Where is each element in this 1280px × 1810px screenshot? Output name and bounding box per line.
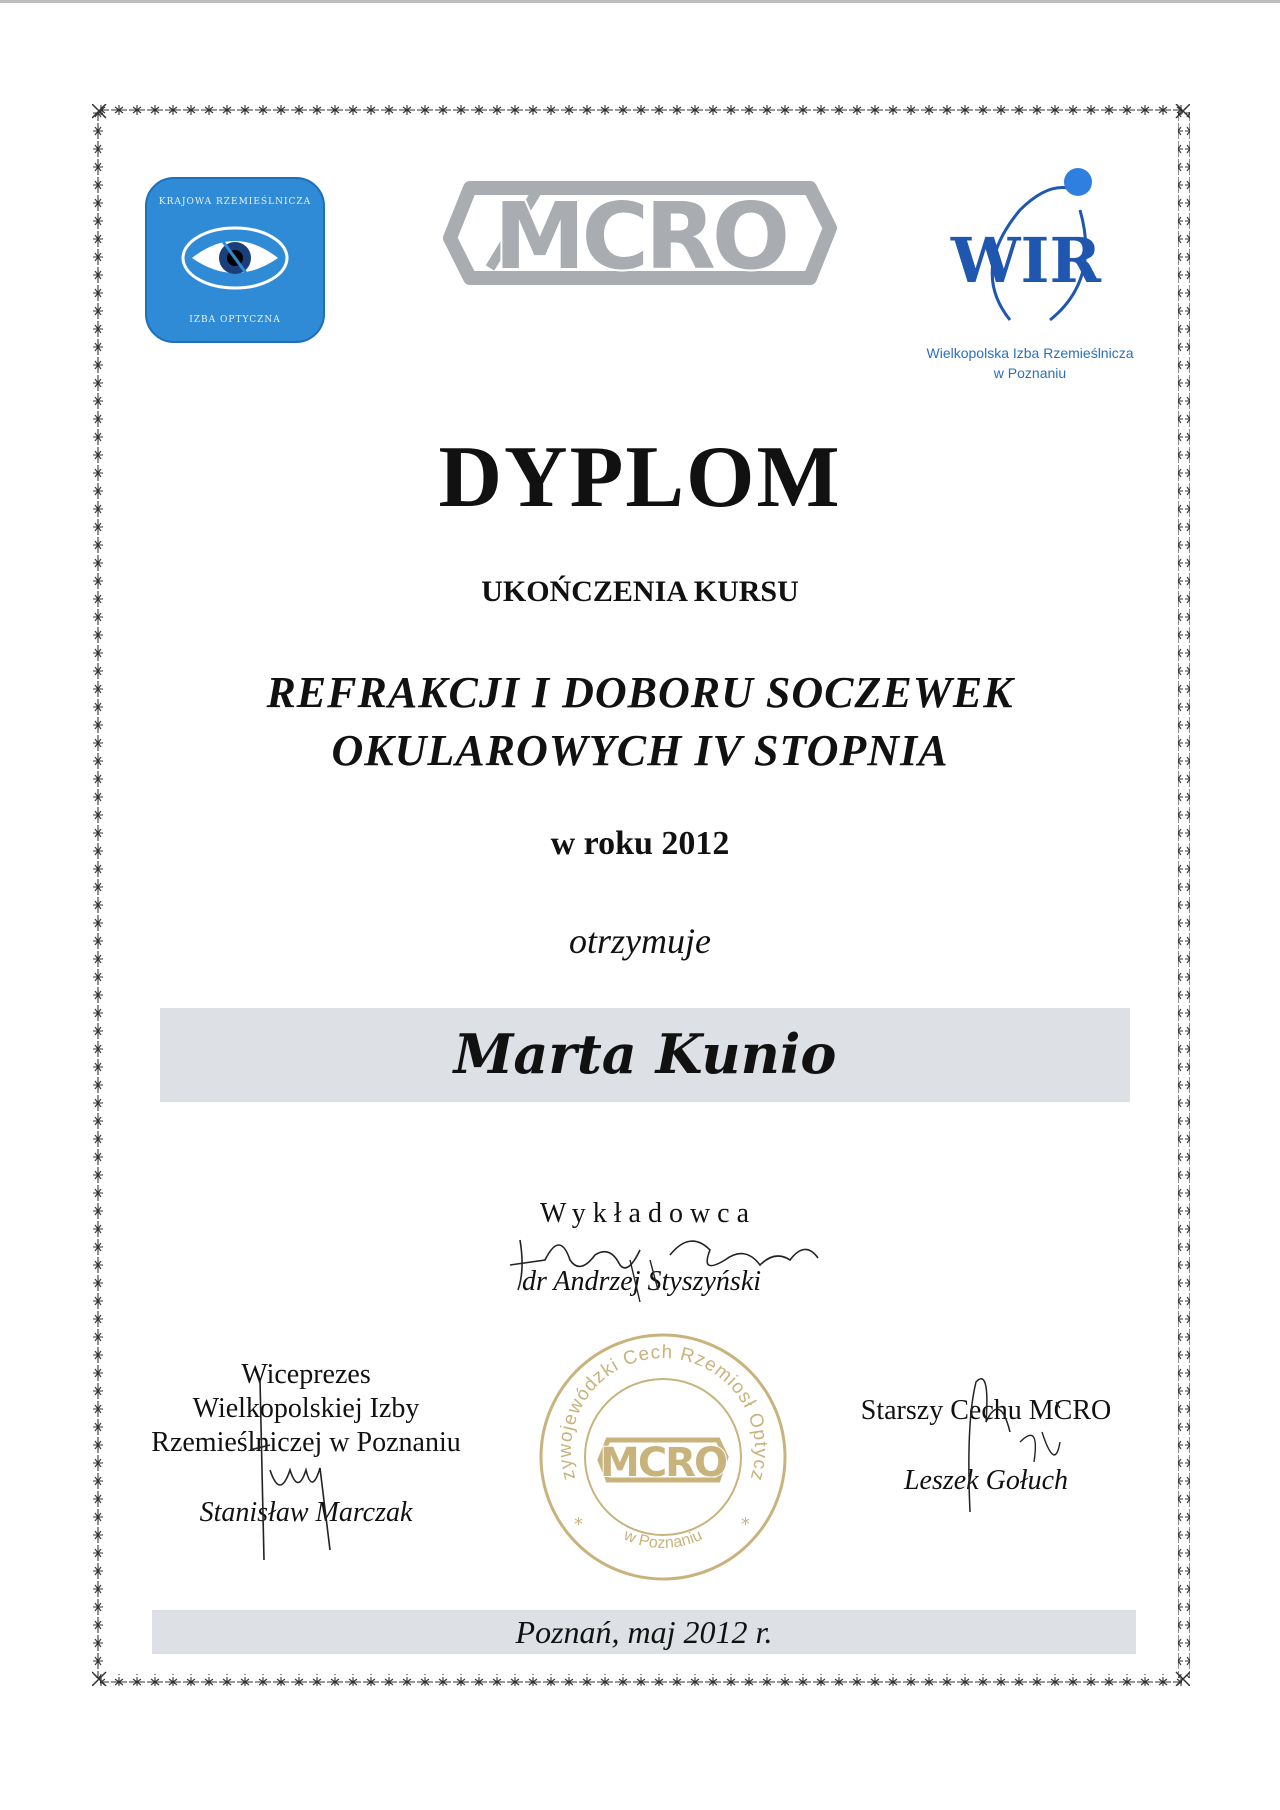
lecturer-title: Wykładowca bbox=[540, 1198, 757, 1229]
recipient-band bbox=[160, 1008, 1130, 1102]
wir-logo bbox=[900, 160, 1160, 390]
course-year: w roku 2012 bbox=[550, 825, 730, 862]
course-line-2: OKULAROWYCH IV STOPNIA bbox=[331, 726, 949, 775]
scan-edge-line bbox=[0, 0, 1280, 3]
mcro-logo-text: MCRO bbox=[493, 183, 787, 290]
svg-text:*: * bbox=[574, 1514, 583, 1535]
lecturer-name: dr Andrzej Styszyński bbox=[522, 1266, 762, 1297]
course-line-1: REFRAKCJI I DOBORU SOCZEWEK bbox=[266, 668, 1014, 717]
vice-president-line-1: Wiceprezes bbox=[241, 1359, 371, 1390]
seal-ring-text: zywojewódzki Cech Rzemiosł Optycz bbox=[554, 1341, 772, 1484]
place-date: Poznań, maj 2012 r. bbox=[515, 1614, 773, 1650]
diploma-subtitle: UKOŃCZENIA KURSU bbox=[481, 575, 799, 608]
receives-label: otrzymuje bbox=[569, 921, 711, 961]
wir-caption-line-1: Wielkopolska Izba Rzemieślnicza bbox=[926, 345, 1134, 361]
vice-president-line-2: Wielkopolskiej Izby bbox=[192, 1393, 420, 1424]
date-band bbox=[152, 1610, 1136, 1654]
kri-logo bbox=[144, 176, 326, 344]
seal-bottom-text: w Poznaniu bbox=[621, 1526, 705, 1552]
guild-seal bbox=[536, 1330, 790, 1584]
recipient-name: Marta Kunio bbox=[453, 1022, 837, 1086]
svg-text:*: * bbox=[741, 1514, 750, 1535]
guild-elder-title: Starszy Cechu MCRO bbox=[860, 1395, 1112, 1426]
seal-center-text: MCRO bbox=[600, 1440, 726, 1486]
mcro-logo bbox=[430, 158, 850, 310]
vice-president-title bbox=[124, 1358, 488, 1460]
wir-caption-line-2: w Poznaniu bbox=[993, 365, 1067, 381]
kri-bottom-text: IZBA OPTYCZNA bbox=[189, 315, 281, 325]
wir-logo-text: WIR bbox=[950, 224, 1102, 297]
vice-president-line-3: Rzemieślniczej w Poznaniu bbox=[151, 1427, 461, 1458]
course-name bbox=[0, 664, 1280, 780]
diploma-title: DYPLOM bbox=[438, 429, 842, 526]
guild-elder-name: Leszek Gołuch bbox=[903, 1465, 1069, 1496]
svg-text:w Poznaniu bbox=[620, 1526, 704, 1551]
kri-top-text: KRAJOWA RZEMIEŚLNICZA bbox=[158, 197, 312, 207]
vice-president-name: Stanisław Marczak bbox=[199, 1497, 413, 1528]
